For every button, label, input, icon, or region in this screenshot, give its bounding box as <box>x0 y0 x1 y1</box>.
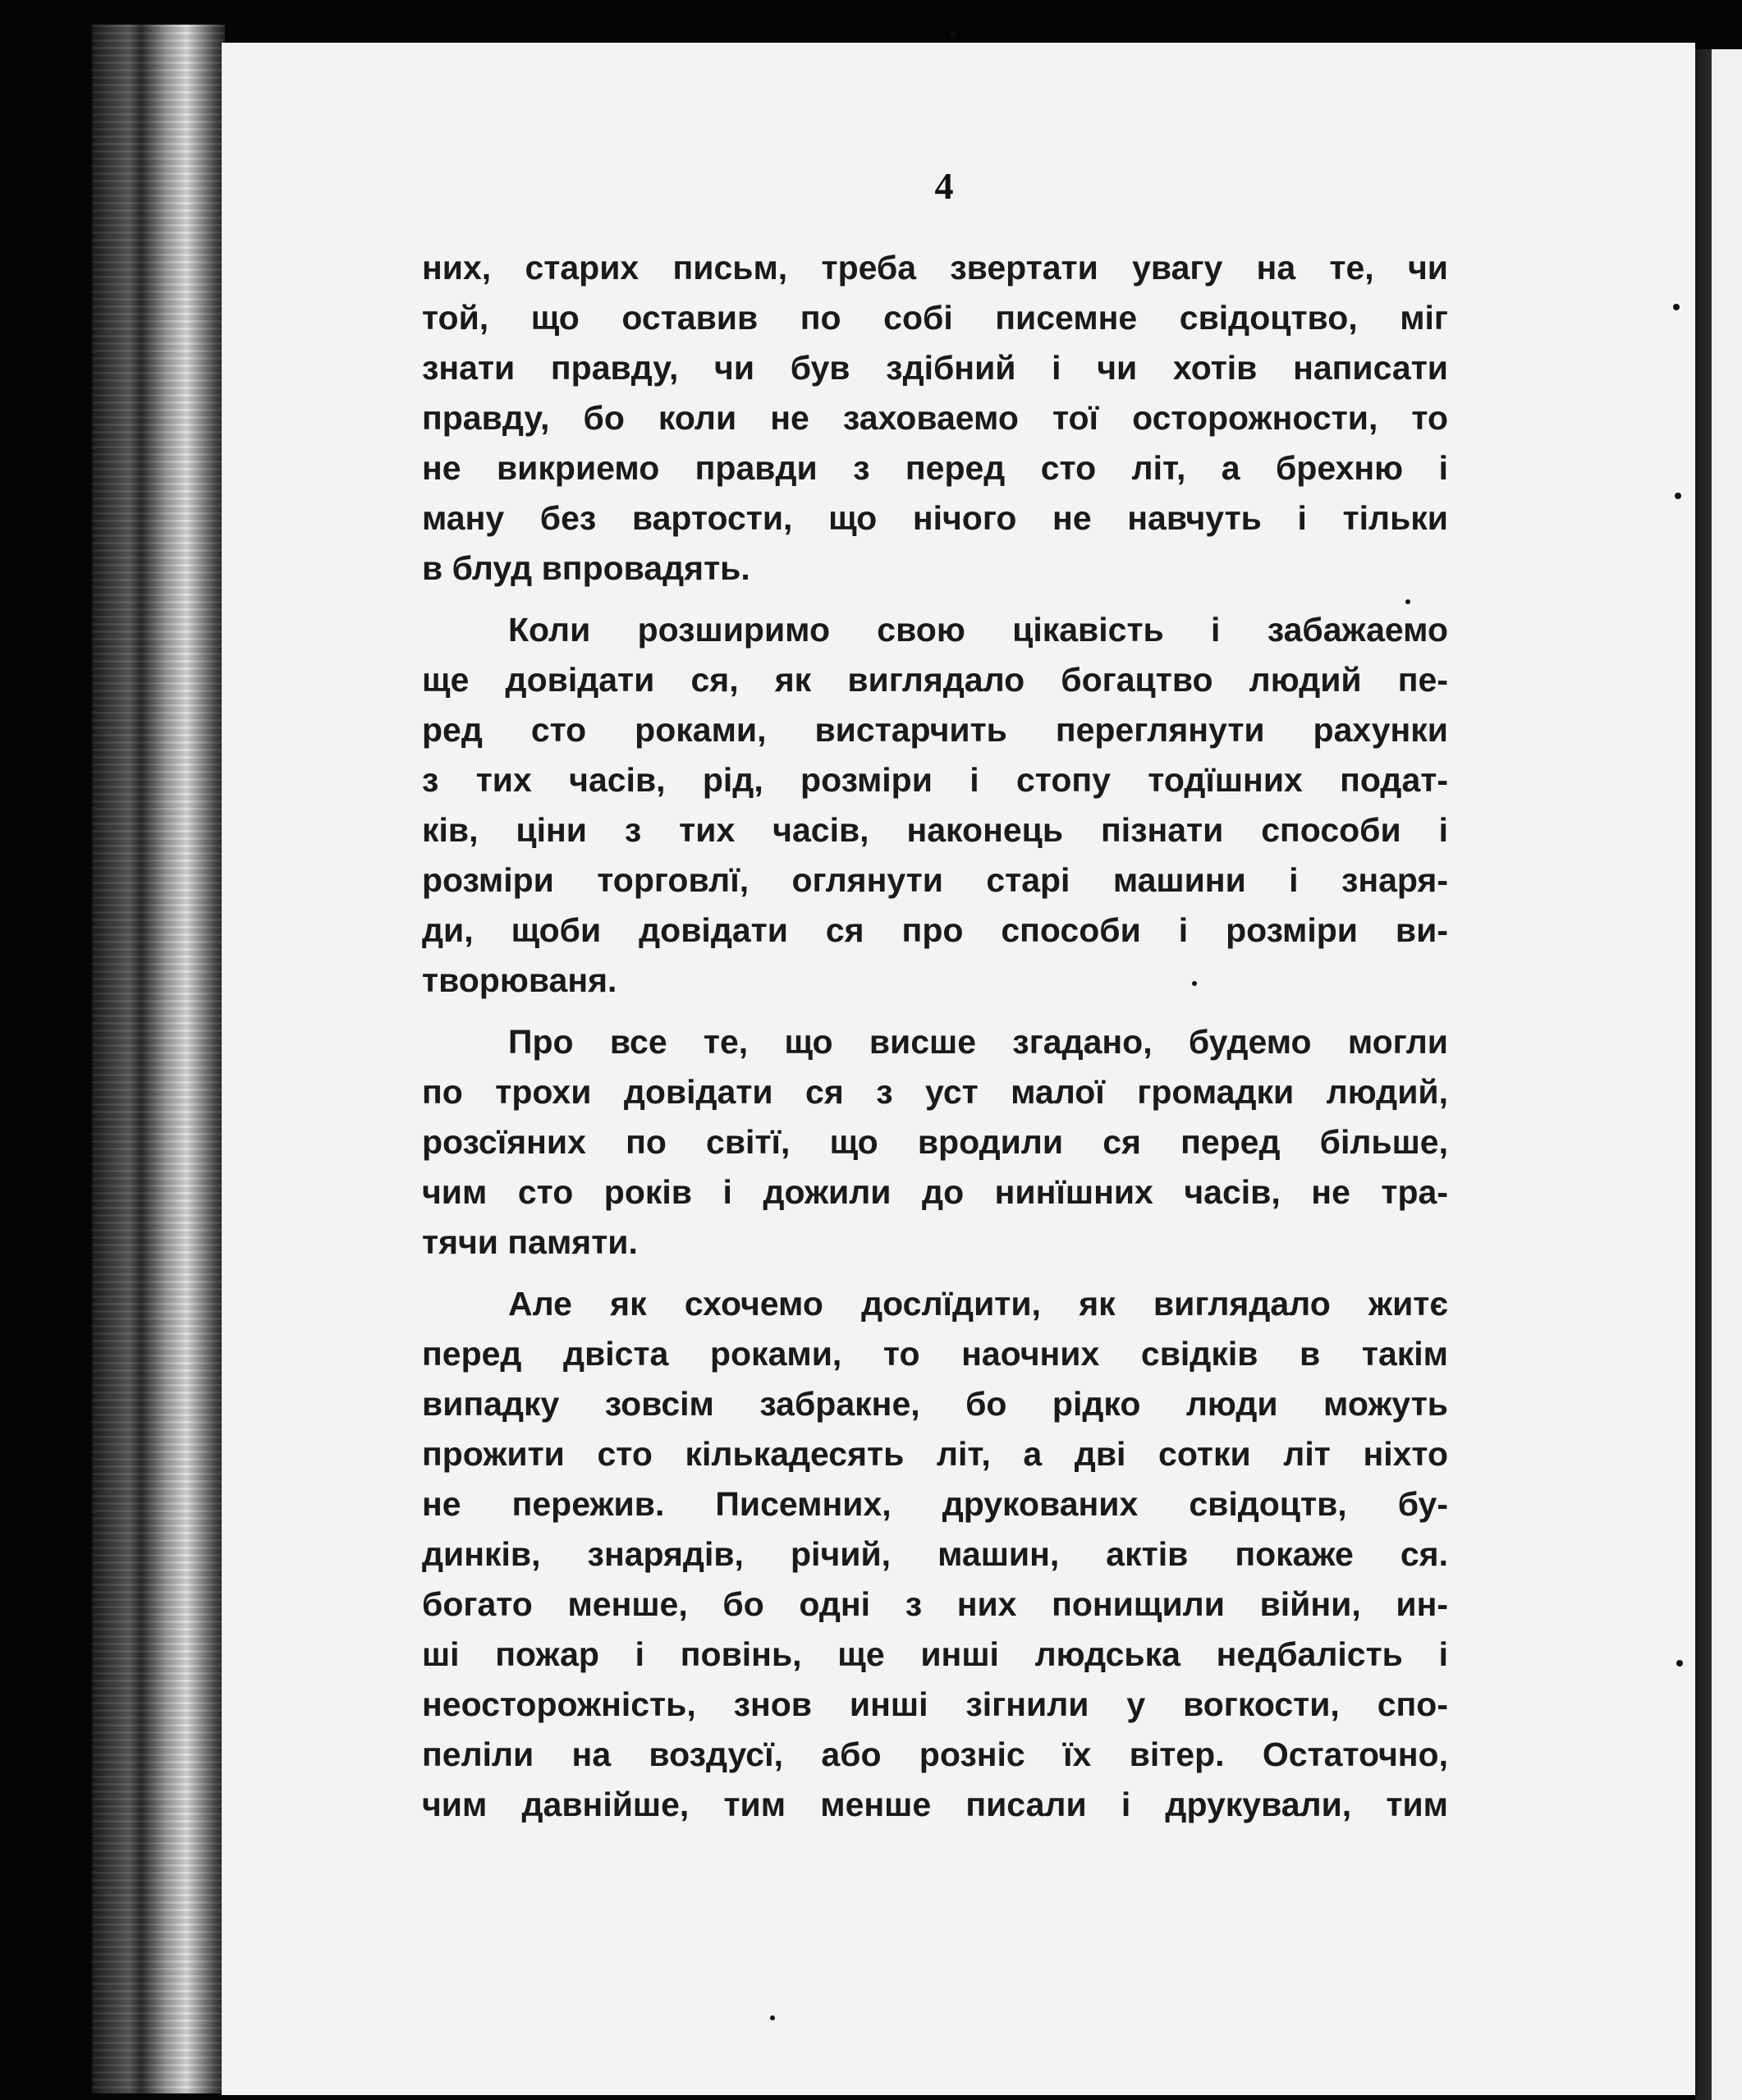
text-line: чим давнійше, тим менше писали і друкували, тим <box>422 1786 1448 1823</box>
scan-speck <box>951 31 956 36</box>
text-line: розміри торговлї, оглянути старі машини і знаря- <box>422 861 1448 899</box>
paragraph-4 <box>422 1279 1448 1830</box>
text-line: них, старих письм, треба звертати увагу на те, чи <box>422 249 1448 287</box>
text-line: ків, ціни з тих часів, наконець пізнати способи і <box>422 811 1448 849</box>
text-line: неосторожність, знов инші зігнили у вогкости, спо- <box>422 1685 1448 1723</box>
text-line: богато менше, бо одні з них понищили війни, ин- <box>422 1585 1448 1623</box>
text-line: не пережив. Писемних, друкованих свідоцтв, бу- <box>422 1485 1448 1523</box>
text-line: пеліли на воздусї, або розніс їх вітер. Остаточно, <box>422 1735 1448 1773</box>
text-line: творюваня. <box>422 961 617 999</box>
paragraph-2 <box>422 605 1448 1006</box>
text-line: правду, бо коли не заховаемо тої осторожности, то <box>422 399 1448 437</box>
paragraph-1 <box>422 243 1448 594</box>
scan-speck <box>1675 493 1681 499</box>
text-line: випадку зовсім забракне, бо рідко люди можуть <box>422 1385 1448 1423</box>
scan-speck <box>1676 1660 1683 1667</box>
text-line: Але як схочемо дослїдити, як виглядало житє <box>508 1285 1448 1323</box>
page-number: 4 <box>934 165 954 207</box>
text-line: з тих часів, рід, розміри і стопу тодїшних подат- <box>422 761 1448 799</box>
text-line: знати правду, чи був здібний і чи хотів написати <box>422 349 1448 387</box>
text-line: розсїяних по світї, що вродили ся перед більше, <box>422 1123 1448 1161</box>
text-line: Коли розширимо свою цікавість і забажаемо <box>508 611 1448 649</box>
text-line: той, що оставив по собі писемне свідоцтво, міг <box>422 299 1448 337</box>
right-page-edge-strip <box>1712 49 1742 2100</box>
text-line: ще довідати ся, як виглядало богацтво людий пе- <box>422 661 1448 699</box>
text-line: ші пожар і повінь, ще инші людська недбалість і <box>422 1635 1448 1673</box>
text-line: чим сто років і дожили до нинїшних часів, не тра- <box>422 1173 1448 1211</box>
text-line: перед двіста роками, то наочних свідків в такім <box>422 1335 1448 1373</box>
text-line: по трохи довідати ся з уст малої громадки людий, <box>422 1073 1448 1111</box>
text-line: тячи памяти. <box>422 1223 638 1261</box>
text-line: прожити сто кількадесять літ, а дві сотки літ ніхто <box>422 1435 1448 1473</box>
text-line: динків, знарядів, річий, машин, актів покаже ся. <box>422 1535 1448 1573</box>
paragraph-3 <box>422 1017 1448 1268</box>
text-line: ред сто роками, вистарчить переглянути рахунки <box>422 711 1448 749</box>
body-text <box>422 243 1448 1841</box>
text-line: ману без вартости, що нічого не навчуть і тільки <box>422 499 1448 537</box>
scan-speck <box>770 2015 775 2020</box>
scan-speck <box>1673 304 1680 310</box>
book-spine-texture <box>92 25 225 2093</box>
text-line: ди, щоби довідати ся про способи і розміри ви- <box>422 911 1448 949</box>
text-line: не викриемо правди з перед сто літ, а брехню і <box>422 449 1448 487</box>
text-line: в блуд впровадять. <box>422 549 750 587</box>
text-line: Про все те, що висше згадано, будемо могли <box>508 1023 1448 1061</box>
